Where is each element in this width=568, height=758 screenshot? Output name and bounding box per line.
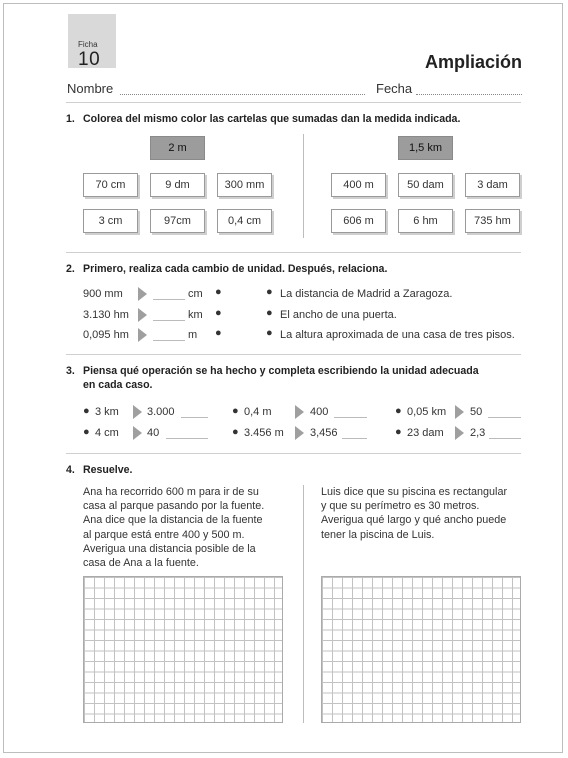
divider (66, 252, 521, 253)
problem-line: Averigua una distancia posible de la (83, 542, 256, 555)
bullet: ● (83, 426, 90, 438)
q2-unit: cm (188, 288, 203, 300)
arrow-right-icon (133, 405, 142, 419)
q1-left-box[interactable]: 3 cm (83, 209, 138, 233)
q3-to: 3,456 (310, 427, 338, 439)
bullet: ● (395, 405, 402, 417)
bullet: ● (232, 405, 239, 417)
q3-from: 4 cm (95, 427, 119, 439)
q2-right-dot[interactable]: ● (266, 286, 273, 298)
q2-unit: km (188, 309, 203, 321)
q3-instruction-line1: Piensa qué operación se ha hecho y completa escribiendo la unidad adecuada (83, 365, 479, 377)
arrow-right-icon (138, 308, 147, 322)
arrow-right-icon (133, 426, 142, 440)
problem-line: y que su perímetro es 30 metros. (321, 500, 480, 513)
q3-unit-blank[interactable] (334, 417, 367, 418)
q3-unit-blank[interactable] (342, 438, 367, 439)
q2-right-dot[interactable]: ● (266, 307, 273, 319)
q3-to: 3.000 (147, 406, 175, 418)
ficha-badge (68, 14, 116, 68)
problem-line: Averigua qué largo y qué ancho puede (321, 514, 507, 527)
name-line[interactable] (120, 94, 365, 95)
q2-left-dot[interactable]: ● (215, 307, 222, 319)
problem-line: al parque está entre 400 y 500 m. (83, 528, 245, 541)
q2-phrase: La altura aproximada de una casa de tres pisos. (280, 329, 515, 341)
q1-left-box[interactable]: 0,4 cm (217, 209, 272, 233)
q1-left-target: 2 m (150, 136, 205, 160)
q2-answer-blank[interactable] (153, 340, 185, 341)
q4-right-answer-grid[interactable] (321, 576, 521, 723)
q3-from: 0,05 km (407, 406, 447, 418)
q1-column-divider (303, 134, 304, 238)
q3-to: 50 (470, 406, 483, 418)
q2-phrase: La distancia de Madrid a Zaragoza. (280, 288, 453, 300)
q2-unit: m (188, 329, 198, 341)
q1-left-box[interactable]: 9 dm (150, 173, 205, 197)
q3-unit-blank[interactable] (488, 417, 521, 418)
q1-number: 1. (66, 113, 75, 125)
q3-from: 3.456 m (244, 427, 284, 439)
q2-left-dot[interactable]: ● (215, 286, 222, 298)
q2-number: 2. (66, 263, 75, 275)
q1-left-box[interactable]: 300 mm (217, 173, 272, 197)
ficha-number: 10 (78, 49, 101, 70)
q3-from: 0,4 m (244, 406, 272, 418)
q1-right-box[interactable]: 3 dam (465, 173, 520, 197)
date-line[interactable] (416, 94, 522, 95)
q4-right-problem (321, 485, 526, 542)
q3-unit-blank[interactable] (181, 417, 208, 418)
q3-unit-blank[interactable] (489, 438, 521, 439)
arrow-right-icon (138, 287, 147, 301)
q2-value: 3.130 hm (83, 309, 129, 321)
q3-to: 40 (147, 427, 160, 439)
q1-right-box[interactable]: 606 m (331, 209, 386, 233)
q2-instruction: Primero, realiza cada cambio de unidad. Después, relaciona. (83, 263, 388, 275)
q3-to: 400 (310, 406, 329, 418)
arrow-right-icon (295, 405, 304, 419)
q1-right-box[interactable]: 400 m (331, 173, 386, 197)
problem-line: casa al parque pasando por la fuente. (83, 500, 265, 513)
q3-to: 2,3 (470, 427, 486, 439)
q4-instruction: Resuelve. (83, 464, 133, 476)
q3-unit-blank[interactable] (166, 438, 208, 439)
q2-answer-blank[interactable] (153, 320, 185, 321)
date-label: Fecha (376, 81, 413, 96)
arrow-right-icon (455, 405, 464, 419)
arrow-right-icon (295, 426, 304, 440)
q2-value: 0,095 hm (83, 329, 129, 341)
bullet: ● (395, 426, 402, 438)
q3-from: 23 dam (407, 427, 444, 439)
q3-number: 3. (66, 365, 75, 377)
q4-left-problem (83, 485, 288, 570)
problem-line: Ana ha recorrido 600 m para ir de su (83, 486, 259, 498)
q4-left-answer-grid[interactable] (83, 576, 283, 723)
arrow-right-icon (138, 328, 147, 342)
problem-line: Luis dice que su piscina es rectangular (321, 486, 508, 498)
q1-left-box[interactable]: 70 cm (83, 173, 138, 197)
problem-line: tener la piscina de Luis. (321, 528, 435, 541)
q2-right-dot[interactable]: ● (266, 327, 273, 339)
divider (66, 102, 521, 103)
ficha-label: Ficha (78, 40, 98, 49)
q3-instruction-line2: en cada caso. (83, 379, 153, 391)
q1-right-target: 1,5 km (398, 136, 453, 160)
q2-left-dot[interactable]: ● (215, 327, 222, 339)
page-title: Ampliación (424, 52, 522, 72)
q4-number: 4. (66, 464, 75, 476)
q1-instruction: Colorea del mismo color las cartelas que sumadas dan la medida indicada. (83, 113, 461, 125)
problem-line: Ana dice que la distancia de la fuente (83, 514, 263, 527)
bullet: ● (83, 405, 90, 417)
q2-value: 900 mm (83, 288, 123, 300)
q1-left-box[interactable]: 97cm (150, 209, 205, 233)
problem-line: casa de Ana a la fuente. (83, 557, 199, 570)
divider (66, 354, 521, 355)
q2-phrase: El ancho de una puerta. (280, 309, 397, 321)
arrow-right-icon (455, 426, 464, 440)
bullet: ● (232, 426, 239, 438)
divider (66, 453, 521, 454)
q3-from: 3 km (95, 406, 119, 418)
q4-column-divider (303, 485, 304, 723)
q1-right-box[interactable]: 735 hm (465, 209, 520, 233)
q1-right-box[interactable]: 6 hm (398, 209, 453, 233)
q2-answer-blank[interactable] (153, 299, 185, 300)
q1-right-box[interactable]: 50 dam (398, 173, 453, 197)
name-label: Nombre (67, 81, 114, 96)
